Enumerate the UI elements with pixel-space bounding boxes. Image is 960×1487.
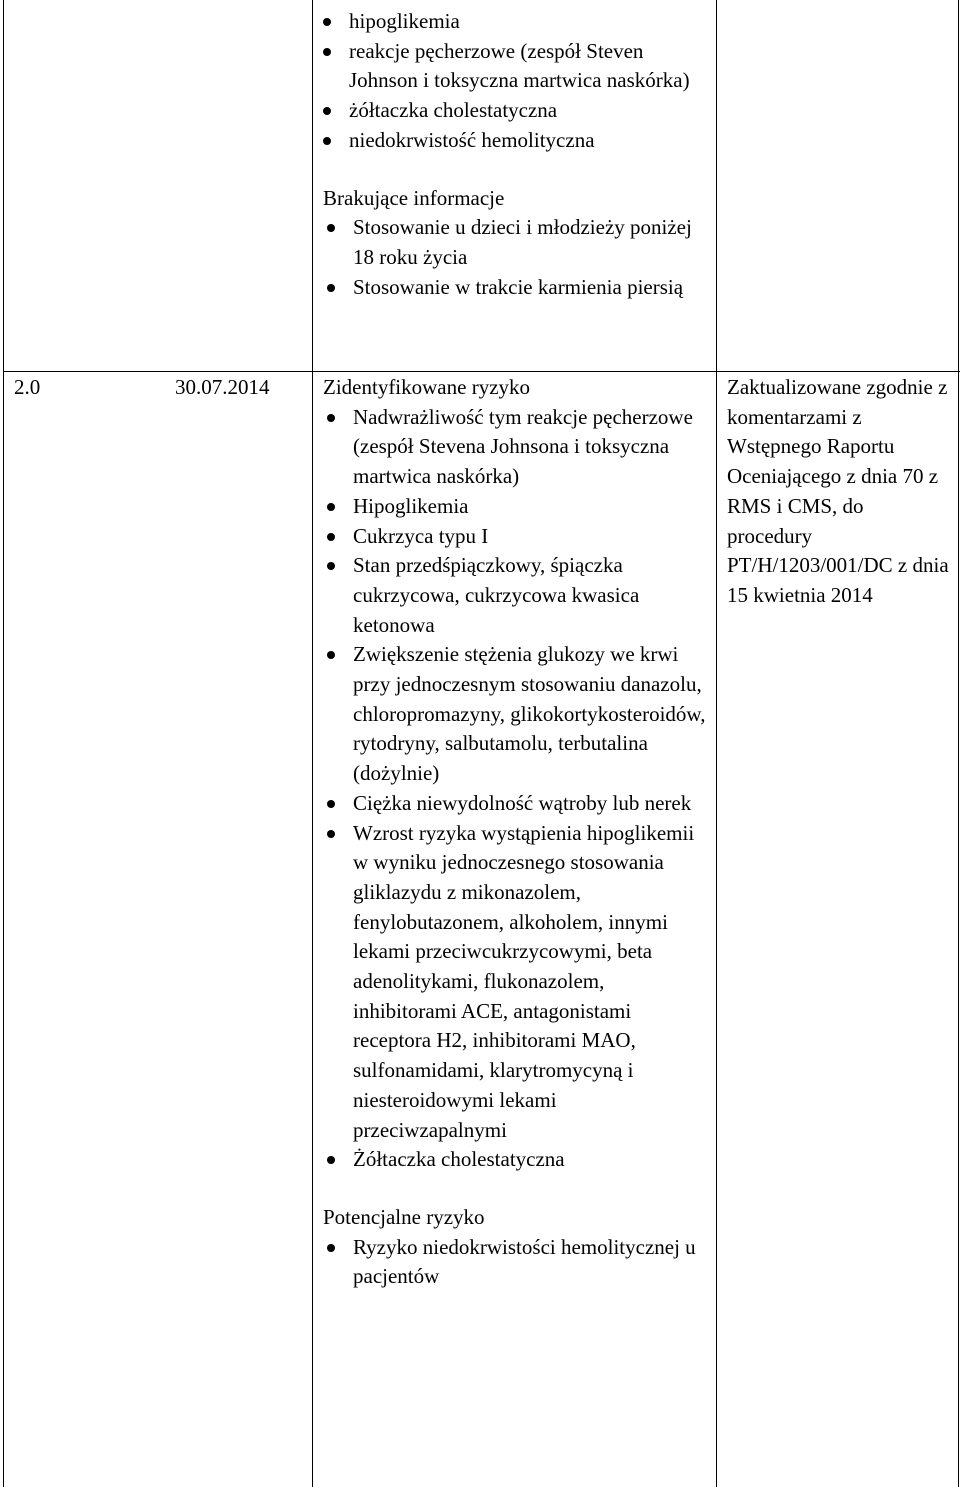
- comment-cell: [727, 373, 953, 611]
- identified-risk-heading: Zidentyfikowane ryzyko: [323, 375, 531, 399]
- list-item: Stan przedśpiączkowy, śpiączka cukrzycowa, cukrzycowa kwasica ketonowa: [323, 551, 713, 640]
- list-item: Stosowanie u dzieci i młodzieży poniżej 18 roku życia: [323, 213, 713, 272]
- update-comment: Zaktualizowane zgodnie z komentarzami z Wstępnego Raportu Oceniającego z dnia 70 z RMS i CMS, do procedury PT/H/1203/001/DC z dnia 15 kwietnia 2014: [727, 375, 949, 607]
- list-item: Żółtaczka cholestatyczna: [323, 1145, 713, 1175]
- column-divider: [312, 0, 313, 1487]
- previous-risk-list: [319, 7, 713, 156]
- potential-risk-heading: Potencjalne ryzyko: [323, 1204, 485, 1229]
- missing-info-heading: Brakujące informacje: [323, 185, 505, 210]
- risks-cell: [323, 373, 713, 1292]
- list-item: reakcje pęcherzowe (zespół Steven Johnson i toksyczna martwica naskórka): [319, 37, 713, 96]
- potential-risk-list: [323, 1233, 713, 1292]
- list-item: żółtaczka cholestatyczna: [319, 96, 713, 126]
- version-date: 30.07.2014: [175, 375, 270, 399]
- row-divider: [3, 371, 960, 372]
- version-cell: [14, 373, 94, 403]
- list-item: Ciężka niewydolność wątroby lub nerek: [323, 789, 713, 819]
- previous-row-risks-cell: [323, 7, 713, 302]
- list-item: Zwiększenie stężenia glukozy we krwi przy jednoczesnym stosowaniu danazolu, chloropromazyny, glikokortykosteroidów, rytodryny, salbutamolu, terbutalina (dożylnie): [323, 640, 713, 789]
- column-divider: [716, 0, 717, 1487]
- table-border-left: [3, 0, 4, 1487]
- list-item: Stosowanie w trakcie karmienia piersią: [323, 273, 713, 303]
- list-item: Nadwrażliwość tym reakcje pęcherzowe (zespół Stevena Johnsona i toksyczna martwica naskórka): [323, 403, 713, 492]
- date-cell: [175, 373, 310, 403]
- list-item: niedokrwistość hemolityczna: [319, 126, 713, 156]
- version-number: 2.0: [14, 375, 41, 399]
- list-item: Cukrzyca typu I: [323, 522, 713, 552]
- table-border-right: [958, 0, 959, 1487]
- list-item: hipoglikemia: [319, 7, 713, 37]
- missing-info-list: [323, 213, 713, 302]
- list-item: Ryzyko niedokrwistości hemolitycznej u pacjentów: [323, 1233, 713, 1292]
- list-item: Hipoglikemia: [323, 492, 713, 522]
- list-item: Wzrost ryzyka wystąpienia hipoglikemii w wyniku jednoczesnego stosowania gliklazydu z mikonazolem, fenylobutazonem, alkoholem, innymi lekami przeciwcukrzycowymi, beta adenolitykami, flukonazolem, inhibitorami ACE, antagonistami receptora H2, inhibitorami MAO, sulfonamidami, klarytromycyną i niesteroidowymi lekami przeciwzapalnymi: [323, 819, 713, 1146]
- identified-risk-list: [323, 403, 713, 1175]
